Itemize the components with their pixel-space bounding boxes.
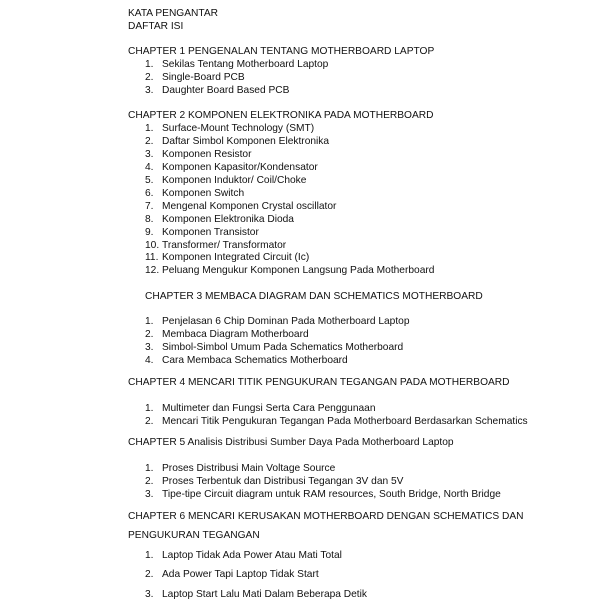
chapter-1-title: CHAPTER 1 PENGENALAN TENTANG MOTHERBOARD LAPTOP — [128, 46, 435, 57]
item-number: 2. — [145, 136, 154, 147]
list-item — [145, 214, 294, 227]
item-number: 10. — [145, 240, 160, 251]
item-number: 5. — [145, 175, 154, 186]
chapter-2-title: CHAPTER 2 KOMPONEN ELEKTRONIKA PADA MOTHERBOARD — [128, 110, 434, 121]
list-item — [145, 342, 403, 355]
item-text: Mencari Titik Pengukuran Tegangan Pada Motherboard Berdasarkan Schematics — [162, 416, 528, 427]
list-item — [145, 416, 528, 429]
item-text: Multimeter dan Fungsi Serta Cara Penggunaan — [162, 403, 376, 414]
item-number: 1. — [145, 463, 154, 474]
list-item — [145, 589, 367, 602]
item-number: 2. — [145, 416, 154, 427]
item-text: Membaca Diagram Motherboard — [162, 329, 309, 340]
item-number: 11. — [145, 252, 159, 263]
item-number: 1. — [145, 550, 154, 561]
list-item — [145, 201, 336, 214]
list-item — [145, 569, 319, 582]
item-number: 7. — [145, 201, 154, 212]
list-item — [145, 316, 410, 329]
item-text: Komponen Transistor — [162, 227, 259, 238]
chapter-6-title-continued: PENGUKURAN TEGANGAN — [128, 530, 260, 541]
item-number: 2. — [145, 476, 154, 487]
chapter-6-title: CHAPTER 6 MENCARI KERUSAKAN MOTHERBOARD DENGAN SCHEMATICS DAN — [128, 511, 524, 522]
list-item — [145, 175, 306, 188]
item-number: 3. — [145, 149, 154, 160]
item-number: 2. — [145, 569, 154, 580]
list-item — [145, 252, 309, 265]
item-text: Mengenal Komponen Crystal oscillator — [162, 201, 337, 212]
list-item — [145, 188, 244, 201]
list-item — [145, 85, 289, 98]
item-number: 1. — [145, 123, 154, 134]
item-text: Komponen Kapasitor/Kondensator — [162, 162, 318, 173]
item-text: Transformer/ Transformator — [162, 240, 287, 251]
item-text: Single-Board PCB — [162, 72, 245, 83]
list-item — [145, 149, 251, 162]
item-text: Daughter Board Based PCB — [162, 85, 290, 96]
list-item — [145, 355, 348, 368]
item-text: Proses Distribusi Main Voltage Source — [162, 463, 336, 474]
item-text: Komponen Resistor — [162, 149, 252, 160]
item-text: Tipe-tipe Circuit diagram untuk RAM resources, South Bridge, North Bridge — [162, 489, 501, 500]
list-item — [145, 123, 314, 136]
item-number: 2. — [145, 329, 154, 340]
item-number: 2. — [145, 72, 154, 83]
chapter-5-title: CHAPTER 5 Analisis Distribusi Sumber Daya Pada Motherboard Laptop — [128, 437, 454, 448]
list-item — [145, 136, 329, 149]
item-text: Cara Membaca Schematics Motherboard — [162, 355, 348, 366]
item-number: 3. — [145, 489, 154, 500]
item-text: Peluang Mengukur Komponen Langsung Pada Motherboard — [162, 265, 435, 276]
item-text: Penjelasan 6 Chip Dominan Pada Motherboard Laptop — [162, 316, 410, 327]
list-item — [145, 240, 286, 253]
item-number: 4. — [145, 355, 154, 366]
item-number: 4. — [145, 162, 154, 173]
item-text: Komponen Induktor/ Coil/Choke — [162, 175, 307, 186]
list-item — [145, 227, 259, 240]
daftar-isi-heading: DAFTAR ISI — [128, 21, 184, 32]
list-item — [145, 550, 342, 563]
list-item — [145, 489, 501, 502]
item-number: 6. — [145, 188, 154, 199]
item-number: 12. — [145, 265, 160, 276]
item-text: Surface-Mount Technology (SMT) — [162, 123, 315, 134]
chapter-3-title: CHAPTER 3 MEMBACA DIAGRAM DAN SCHEMATICS MOTHERBOARD — [145, 291, 483, 302]
list-item — [145, 265, 434, 278]
item-text: Ada Power Tapi Laptop Tidak Start — [162, 569, 319, 580]
item-number: 3. — [145, 85, 154, 96]
item-text: Daftar Simbol Komponen Elektronika — [162, 136, 330, 147]
list-item — [145, 463, 335, 476]
item-number: 1. — [145, 403, 154, 414]
item-number: 8. — [145, 214, 154, 225]
item-text: Sekilas Tentang Motherboard Laptop — [162, 59, 329, 70]
kata-pengantar-heading: KATA PENGANTAR — [128, 8, 219, 19]
list-item — [145, 329, 309, 342]
item-number: 1. — [145, 59, 154, 70]
item-text: Komponen Elektronika Dioda — [162, 214, 294, 225]
item-text: Simbol-Simbol Umum Pada Schematics Motherboard — [162, 342, 404, 353]
item-text: Komponen Switch — [162, 188, 245, 199]
item-number: 3. — [145, 342, 154, 353]
list-item — [145, 72, 245, 85]
item-text: Laptop Start Lalu Mati Dalam Beberapa Detik — [162, 589, 367, 600]
item-text: Proses Terbentuk dan Distribusi Tegangan 3V dan 5V — [162, 476, 404, 487]
list-item — [145, 403, 376, 416]
list-item — [145, 162, 318, 175]
item-text: Komponen Integrated Circuit (Ic) — [162, 252, 310, 263]
chapter-4-title: CHAPTER 4 MENCARI TITIK PENGUKURAN TEGANGAN PADA MOTHERBOARD — [128, 377, 510, 388]
list-item — [145, 59, 328, 72]
list-item — [145, 476, 403, 489]
item-number: 9. — [145, 227, 154, 238]
item-number: 3. — [145, 589, 154, 600]
item-number: 1. — [145, 316, 154, 327]
item-text: Laptop Tidak Ada Power Atau Mati Total — [162, 550, 342, 561]
